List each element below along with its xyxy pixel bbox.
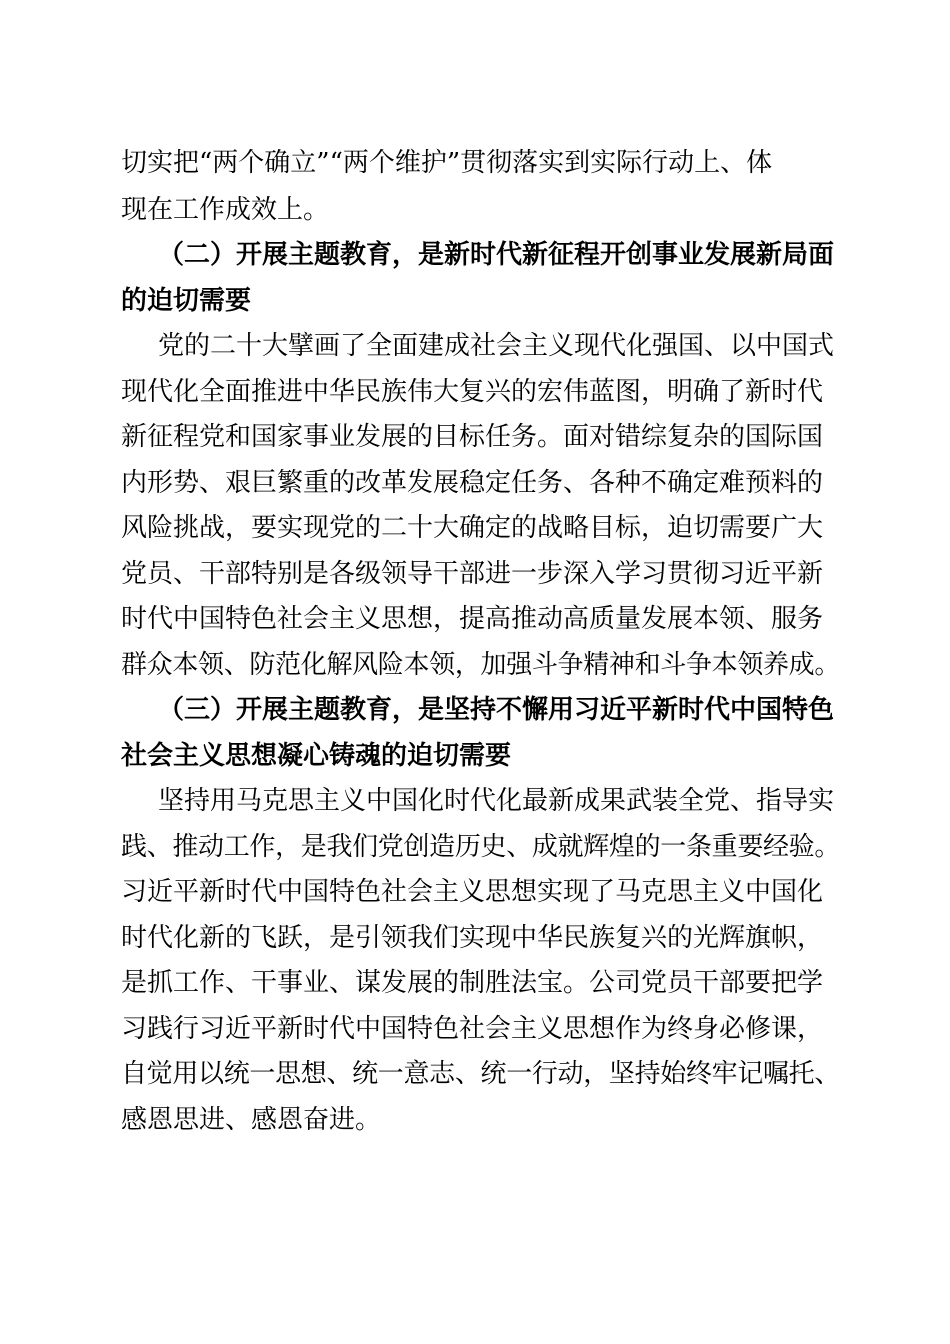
section-heading-2-line-2: 的迫切需要 — [121, 286, 252, 316]
body-text-line: 时代化新的飞跃，是引领我们实现中华民族复兴的光辉旗帜， — [121, 923, 824, 953]
body-text-line: 内形势、艰巨繁重的改革发展稳定任务、各种不确定难预料的 — [121, 468, 824, 498]
body-text-line: 自觉用以统一思想、统一意志、统一行动，坚持始终牢记嘱托、 — [121, 1059, 841, 1089]
body-text-line: 感恩思进、感恩奋进。 — [121, 1105, 382, 1135]
body-text-line: 现在工作成效上。 — [121, 195, 330, 225]
body-text-line: 切实把“两个确立”“两个维护”贯彻落实到实际行动上、体 — [121, 148, 773, 178]
section-heading-2-line-1: （二）开展主题教育，是新时代新征程开创事业发展新局面 — [158, 240, 835, 270]
body-text-line: 习近平新时代中国特色社会主义思想实现了马克思主义中国化 — [121, 877, 824, 907]
section-heading-3-line-2: 社会主义思想凝心铸魂的迫切需要 — [121, 741, 512, 771]
body-text-line: 践、推动工作，是我们党创造历史、成就辉煌的一条重要经验。 — [121, 832, 841, 862]
body-text-line: 习践行习近平新时代中国特色社会主义思想作为终身必修课， — [121, 1014, 824, 1044]
body-text-line: 党员、干部特别是各级领导干部进一步深入学习贯彻习近平新 — [121, 559, 824, 589]
body-text-line: 是抓工作、干事业、谋发展的制胜法宝。公司党员干部要把学 — [121, 968, 824, 998]
body-text-line: 党的二十大擘画了全面建成社会主义现代化强国、以中国式 — [158, 331, 835, 361]
section-heading-3-line-1: （三）开展主题教育，是坚持不懈用习近平新时代中国特色 — [158, 695, 835, 725]
body-text-line: 群众本领、防范化解风险本领，加强斗争精神和斗争本领养成。 — [121, 650, 841, 680]
body-text-line: 新征程党和国家事业发展的目标任务。面对错综复杂的国际国 — [121, 422, 824, 452]
body-text-line: 坚持用马克思主义中国化时代化最新成果武装全党、指导实 — [158, 786, 835, 816]
body-text-line: 时代中国特色社会主义思想，提高推动高质量发展本领、服务 — [121, 604, 824, 634]
body-text-line: 现代化全面推进中华民族伟大复兴的宏伟蓝图，明确了新时代 — [121, 377, 824, 407]
body-text-line: 风险挑战，要实现党的二十大确定的战略目标，迫切需要广大 — [121, 513, 824, 543]
